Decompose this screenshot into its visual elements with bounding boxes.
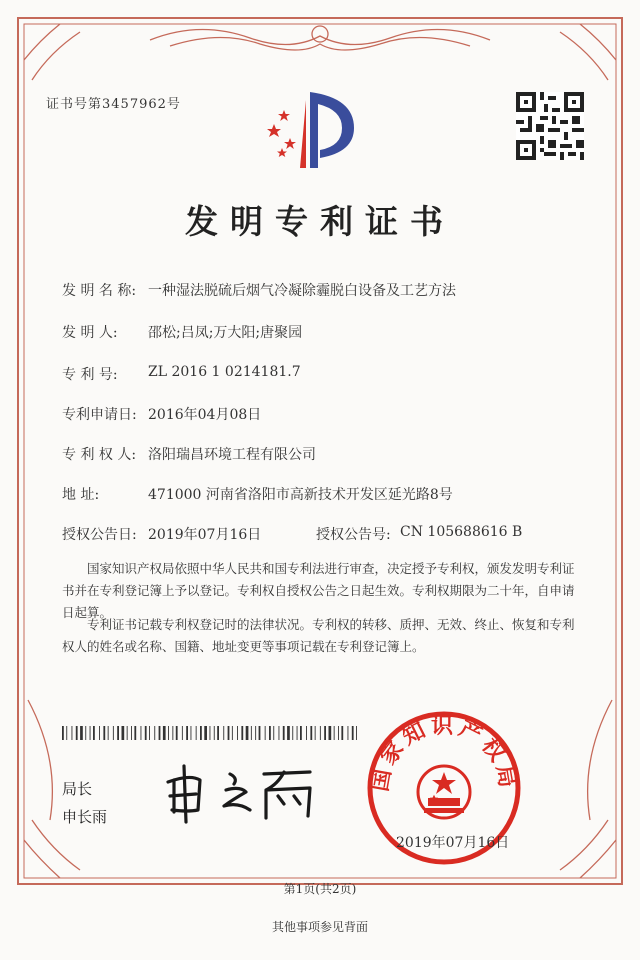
field-value-application-date: 2016年04月08日 bbox=[148, 407, 262, 423]
seal-date: 2019年07月16日 bbox=[396, 835, 510, 851]
field-label-application-date: 专利申请日: bbox=[62, 407, 137, 423]
director-name: 申长雨 bbox=[62, 808, 108, 826]
field-value-patentee: 洛阳瑞昌环境工程有限公司 bbox=[148, 447, 316, 463]
certificate-number: 证书号第3457962号 bbox=[46, 97, 181, 112]
grant-statement-paragraph: 国家知识产权局依照中华人民共和国专利法进行审查，决定授予专利权，颁发发明专利证书并在专利登记簿上予以登记。专利权自授权公告之日起生效。专利权期限为二十年，自申请日起算。 bbox=[62, 561, 575, 620]
field-label-patentee: 专 利 权 人: bbox=[62, 447, 137, 463]
field-label-grant-number: 授权公告号: bbox=[316, 527, 391, 543]
field-value-grant-date: 2019年07月16日 bbox=[148, 527, 262, 543]
certificate-title: 发明专利证书 bbox=[185, 202, 455, 241]
footer-note: 其他事项参见背面 bbox=[271, 920, 368, 934]
field-value-inventor: 邵松;吕凤;万大阳;唐聚园 bbox=[148, 325, 303, 341]
field-label-patent-number: 专 利 号: bbox=[62, 367, 118, 383]
cnipa-logo-icon bbox=[262, 88, 362, 178]
director-title: 局长 bbox=[62, 780, 93, 798]
director-signature bbox=[160, 760, 330, 824]
field-label-inventor: 发 明 人: bbox=[62, 325, 118, 341]
field-value-address: 471000 河南省洛阳市高新技术开发区延光路8号 bbox=[148, 487, 453, 503]
barcode-icon bbox=[62, 726, 362, 740]
field-label-grant-date: 授权公告日: bbox=[62, 527, 137, 543]
field-value-patent-number: ZL 2016 1 0214181.7 bbox=[148, 364, 301, 380]
svg-text:国家知识产权局: 国家知识产权局 bbox=[366, 713, 522, 794]
field-value-grant-number: CN 105688616 B bbox=[400, 524, 523, 540]
qr-code-icon bbox=[516, 92, 584, 160]
field-label-address: 地 址: bbox=[62, 487, 100, 503]
page-indicator: 第1页(共2页) bbox=[283, 882, 357, 896]
field-value-invention-name: 一种湿法脱硫后烟气冷凝除霾脱白设备及工艺方法 bbox=[148, 283, 456, 299]
field-label-invention-name: 发 明 名 称: bbox=[62, 283, 137, 299]
legal-status-paragraph: 专利证书记载专利权登记时的法律状况。专利权的转移、质押、无效、终止、恢复和专利权人的姓名或名称、国籍、地址变更等事项记载在专利登记簿上。 bbox=[62, 617, 575, 654]
